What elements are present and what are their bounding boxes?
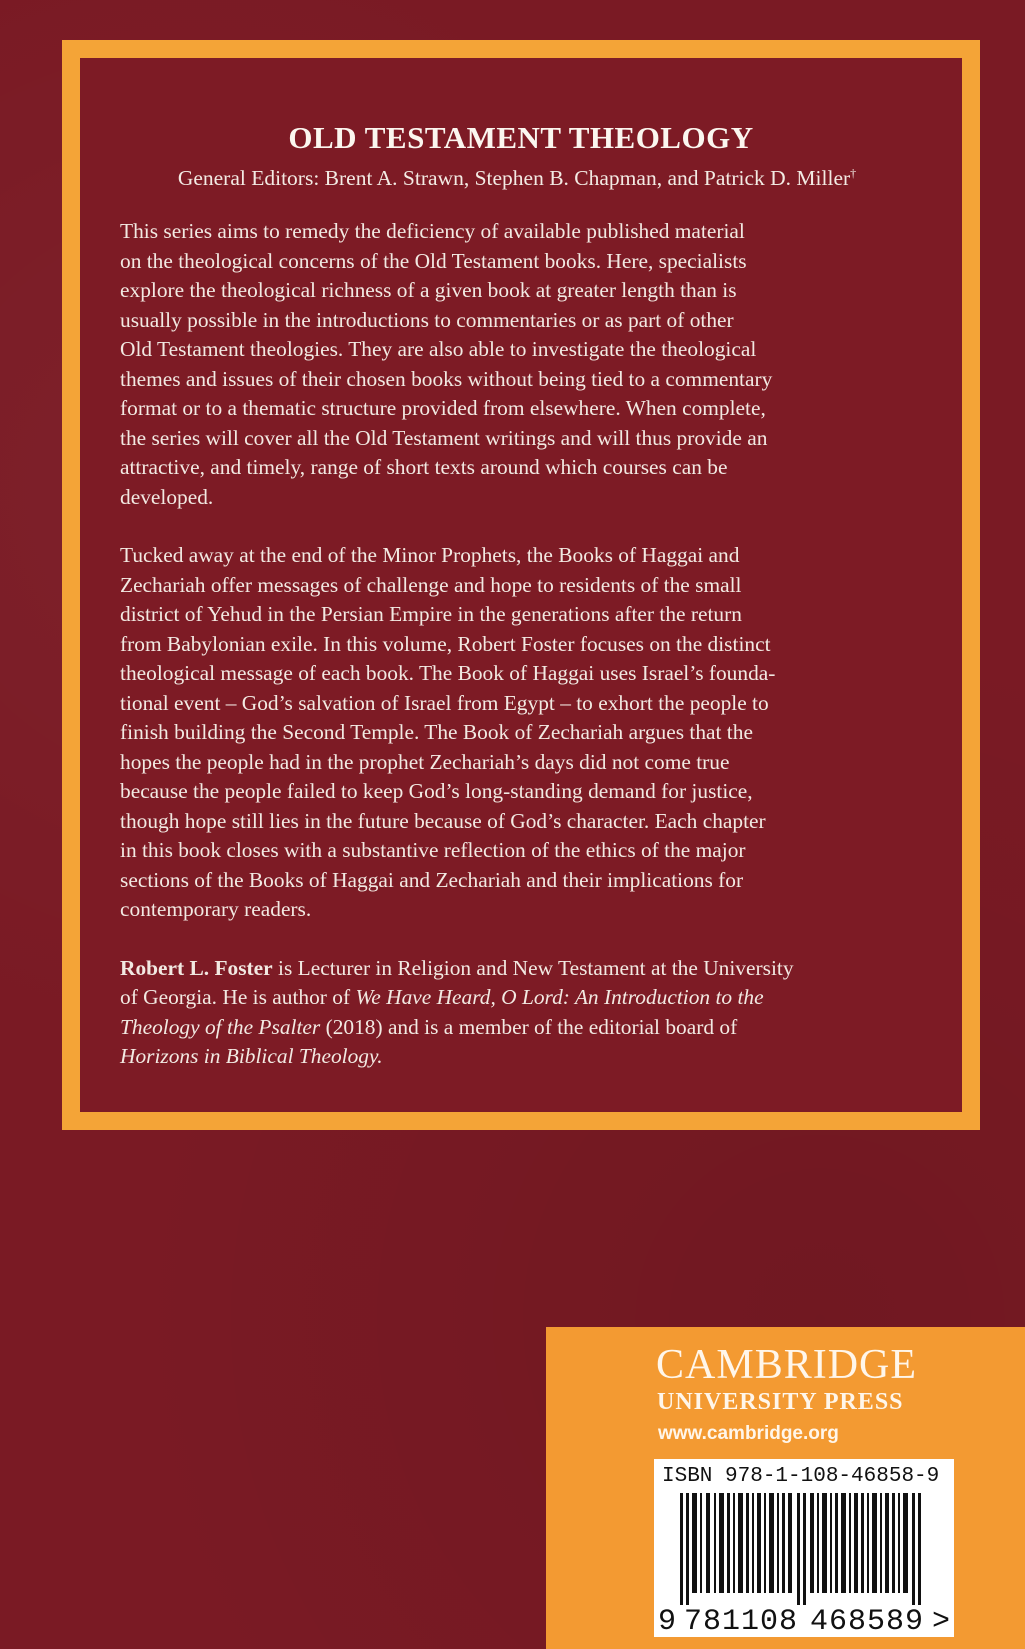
- text-line: explore the theological richness of a given book at greater length than is: [120, 278, 737, 303]
- editors-dagger: †: [850, 166, 857, 180]
- text-line: Zechariah offer messages of challenge and hope to residents of the small: [120, 572, 742, 597]
- panel-content: [100, 58, 942, 1112]
- bio-line: [120, 1042, 960, 1072]
- description-panel: [62, 40, 980, 1130]
- text-line: district of Yehud in the Persian Empire in the generations after the return: [120, 602, 742, 627]
- bio-line: [120, 954, 960, 984]
- author-bio: [120, 954, 960, 1072]
- text-line: the series will cover all the Old Testament writings and will thus provide an: [120, 425, 768, 450]
- bio-line: [120, 1013, 960, 1043]
- text-line: Tucked away at the end of the Minor Prophets, the Books of Haggai and: [120, 543, 740, 568]
- publisher-url[interactable]: www.cambridge.org: [658, 1423, 839, 1444]
- book-title: We Have Heard, O Lord: An Introduction to the: [355, 985, 764, 1010]
- publisher-block: [546, 1327, 1025, 1649]
- editors-text: General Editors: Brent A. Strawn, Stephen B. Chapman, and Patrick D. Miller: [177, 166, 851, 191]
- text-line: on the theological concerns of the Old Testament books. Here, specialists: [120, 248, 747, 273]
- isbn-label: ISBN 978-1-108-46858-9: [662, 1465, 940, 1488]
- barcode-icon: [654, 1493, 954, 1605]
- text-line: theological message of each book. The Book of Haggai uses Israel’s founda-: [120, 661, 776, 686]
- publisher-logo-name: CAMBRIDGE: [656, 1342, 918, 1388]
- series-description: [120, 217, 960, 512]
- text-line: in this book closes with a substantive reflection of the ethics of the major: [120, 838, 746, 863]
- barcode-group-2: 468589: [810, 1605, 925, 1639]
- text-line: because the people failed to keep God’s long-standing demand for justice,: [120, 779, 753, 804]
- text-line: usually possible in the introductions to commentaries or as part of other: [120, 307, 734, 332]
- text-line: developed.: [120, 484, 214, 509]
- text-line: attractive, and timely, range of short texts around which courses can be: [120, 455, 728, 480]
- book-title-continued: Theology of the Psalter: [120, 1014, 321, 1039]
- general-editors: [92, 166, 942, 191]
- text-line: Old Testament theologies. They are also able to investigate the theological: [120, 337, 757, 362]
- bio-text: of Georgia. He is author of: [120, 985, 356, 1010]
- barcode-first-digit: 9: [658, 1605, 677, 1639]
- journal-title: Horizons in Biblical Theology.: [120, 1044, 383, 1069]
- text-line: format or to a thematic structure provided from elsewhere. When complete,: [120, 396, 766, 421]
- bio-text: is Lecturer in Religion and New Testament at the University: [272, 955, 794, 980]
- barcode-arrow: >: [932, 1605, 951, 1639]
- text-line: themes and issues of their chosen books without being tied to a commentary: [120, 366, 773, 391]
- text-line: though hope still lies in the future because of God’s character. Each chapter: [120, 808, 766, 833]
- barcode-group-1: 781108: [684, 1605, 799, 1639]
- series-title: OLD TESTAMENT THEOLOGY: [288, 120, 754, 155]
- text-line: hopes the people had in the prophet Zechariah’s days did not come true: [120, 749, 730, 774]
- publisher-logo-sub: UNIVERSITY PRESS: [657, 1389, 904, 1415]
- bio-text: (2018) and is a member of the editorial board of: [320, 1014, 738, 1039]
- text-line: This series aims to remedy the deficiency of available published material: [120, 219, 745, 244]
- text-line: contemporary readers.: [120, 897, 312, 922]
- text-line: sections of the Books of Haggai and Zechariah and their implications for: [120, 867, 744, 892]
- volume-description: [120, 541, 960, 925]
- barcode-box: [654, 1459, 954, 1637]
- text-line: from Babylonian exile. In this volume, Robert Foster focuses on the distinct: [120, 631, 771, 656]
- author-name: Robert L. Foster: [120, 955, 273, 980]
- bio-line: [120, 983, 960, 1013]
- text-line: tional event – God’s salvation of Israel from Egypt – to exhort the people to: [120, 690, 769, 715]
- text-line: finish building the Second Temple. The Book of Zechariah argues that the: [120, 720, 753, 745]
